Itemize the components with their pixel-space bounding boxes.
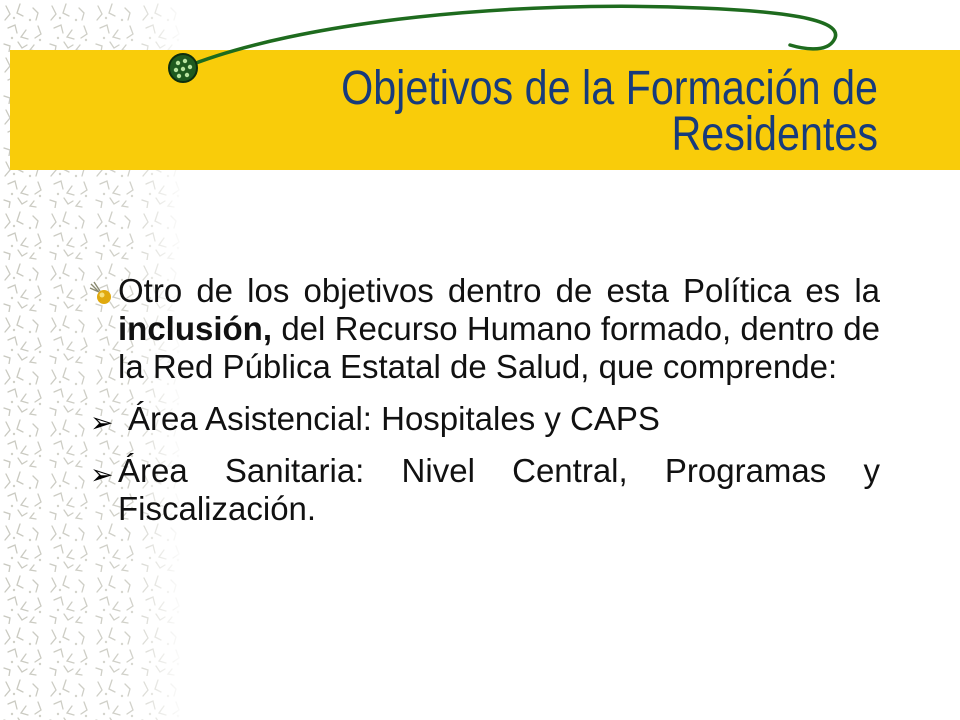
list-item-text: Área Asistencial: Hospitales y CAPS (128, 400, 660, 437)
slide-title: Objetivos de la Formación de Residentes (341, 62, 878, 161)
gold-bulb-bullet-icon (88, 280, 114, 306)
arrowhead-bullet-icon: ➢ (90, 459, 114, 490)
intro-bold-word: inclusión, (118, 310, 273, 347)
intro-text-end: del Recurso Humano formado, dentro de la Red Pública Estatal de Salud, que comprende: (118, 310, 880, 385)
arrowhead-bullet-icon: ➢ (90, 407, 114, 438)
list-item (88, 452, 880, 528)
list-item-text: Área Sanitaria: Nivel Central, Programas y Fiscalización. (118, 452, 880, 527)
intro-text (118, 272, 880, 386)
intro-paragraph (88, 272, 880, 386)
green-ball-icon (169, 54, 197, 82)
intro-text-start: Otro de los objetivos dentro de esta Política es la (118, 272, 880, 309)
slide-body (88, 272, 880, 542)
list-item (88, 400, 880, 438)
